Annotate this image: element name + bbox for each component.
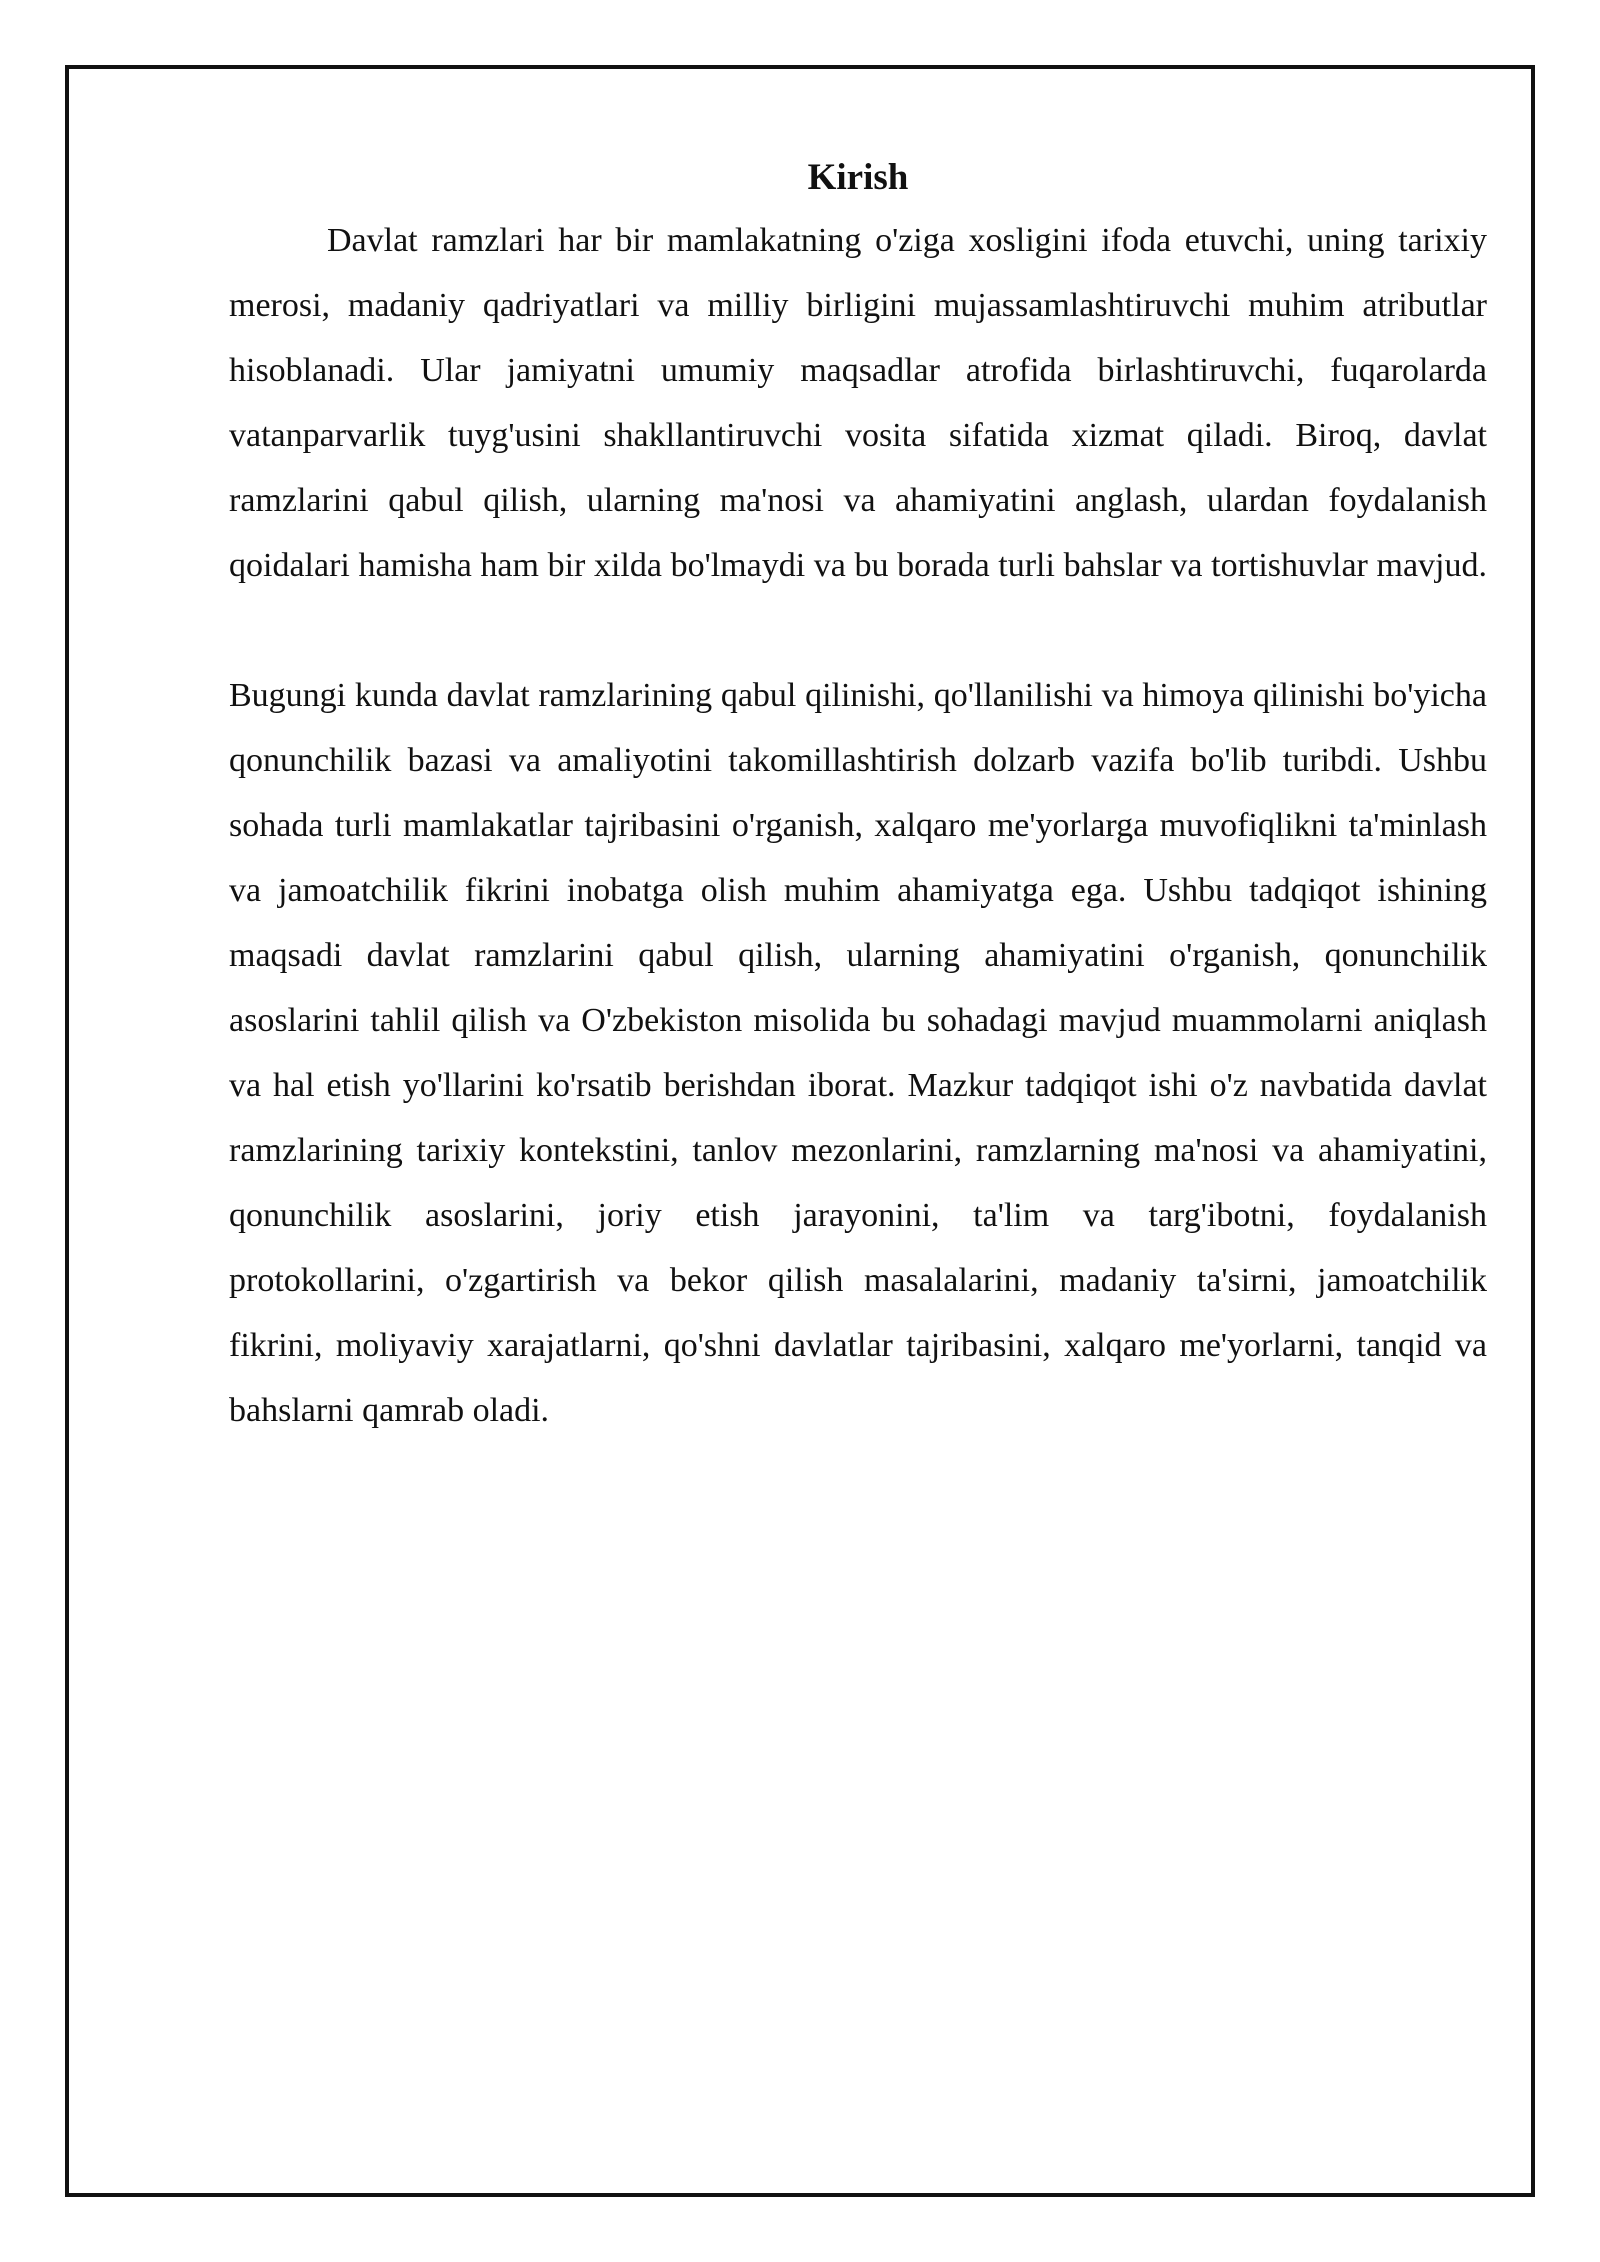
paragraph-research-aim: Bugungi kunda davlat ramzlarining qabul qilinishi, qo'llanilishi va himoya qilinishi bo'yicha qonunchilik bazasi va amaliyotini takomillashtirish dolzarb vazifa bo'lib turibdi. Ushbu sohada turli mamlakatlar tajribasini o'rganish, xalqaro me'yorlarga muvofiqlikni ta'minlash va jamoatchilik fikrini inobatga olish muhim ahamiyatga ega. Ushbu tadqiqot ishining maqsadi davlat ramzlarini qabul qilish, ularning ahamiyatini o'rganish, qonunchilik asoslarini tahlil qilish va O'zbekiston misolida bu sohadagi mavjud muammolarni aniqlash va hal etish yo'llarini ko'rsatib berishdan iborat. Mazkur tadqiqot ishi o'z navbatida davlat ramzlarining tarixiy kontekstini, tanlov mezonlarini, ramzlarning ma'nosi va ahamiyatini, qonunchilik asoslarini, joriy etish jarayonini, ta'lim va targ'ibotni, foydalanish protokollarini, o'zgartirish va bekor qilish masalalarini, madaniy ta'sirni, jamoatchilik fikrini, moliyaviy xarajatlarni, qo'shni davlatlar tajribasini, xalqaro me'yorlarni, tanqid va bahslarni qamrab oladi. xyxy=(229,677,1487,1429)
paragraph-intro: Davlat ramzlari har bir mamlakatning o'ziga xosligini ifoda etuvchi, uning tarixiy merosi, madaniy qadriyatlari va milliy birligini mujassamlashtiruvchi muhim atributlar hisoblanadi. Ular jamiyatni umumiy maqsadlar atrofida birlashtiruvchi, fuqarolarda vatanparvarlik tuyg'usini shakllantiruvchi vosita sifatida xizmat qiladi. Biroq, davlat ramzlarini qabul qilish, ularning ma'nosi va ahamiyatini anglash, ulardan foydalanish qoidalari hamisha ham bir xilda bo'lmaydi va bu borada turli bahslar va tortishuvlar mavjud. xyxy=(229,222,1487,584)
document-body xyxy=(229,148,1487,1443)
document-title: Kirish xyxy=(807,157,909,198)
